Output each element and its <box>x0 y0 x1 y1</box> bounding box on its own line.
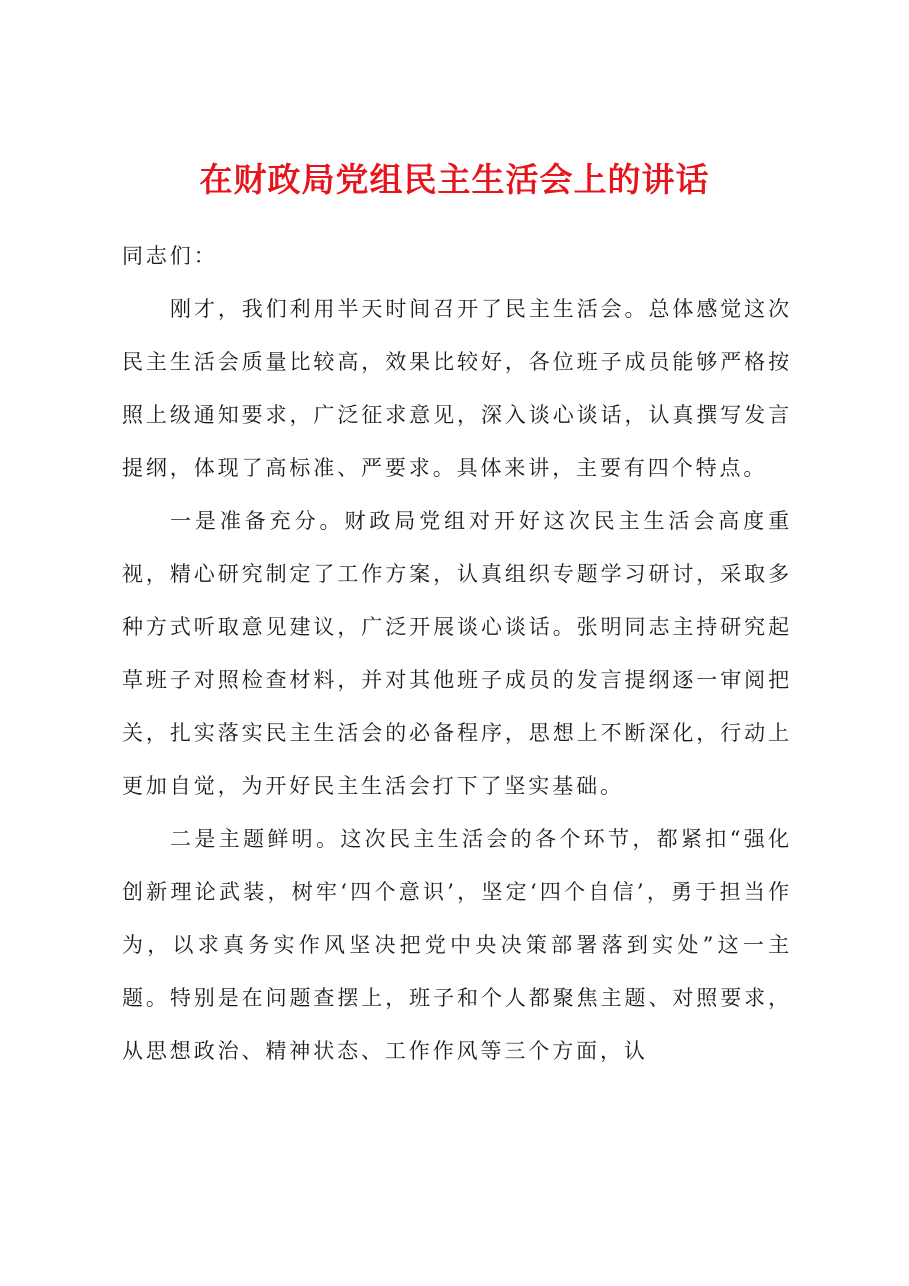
document-title: 在财政局党组民主生活会上的讲话 <box>199 160 710 199</box>
paragraph-preparation: 一是准备充分。财政局党组对开好这次民主生活会高度重视，精心研究制定了工作方案，认真组织专题学习研讨，采取多种方式听取意见建议，广泛开展谈心谈话。张明同志主持研究起草班子对照检查材料，并对其他班子成员的发言提纲逐一审阅把关，扎实落实民主生活会的必备程序，思想上不断深化，行动上更加自觉，为开好民主生活会打下了坚实基础。 <box>122 509 792 798</box>
paragraph-theme: 二是主题鲜明。这次民主生活会的各个环节，都紧扣“强化创新理论武装，树牢‘四个意识’，坚定‘四个自信’，勇于担当作为，以求真务实作风坚决把党中央决策部署落到实处”这一主题。特别是在问题查摆上，班子和个人都聚焦主题、对照要求，从思想政治、精神状态、工作作风等三个方面，认 <box>122 827 792 1063</box>
paragraph-intro: 刚才，我们利用半天时间召开了民主生活会。总体感觉这次民主生活会质量比较高，效果比较好，各位班子成员能够严格按照上级通知要求，广泛征求意见，深入谈心谈话，认真撰写发言提纲，体现了高标准、严要求。具体来讲，主要有四个特点。 <box>122 297 792 480</box>
salutation: 同志们： <box>122 244 218 268</box>
document-body <box>122 230 792 1078</box>
